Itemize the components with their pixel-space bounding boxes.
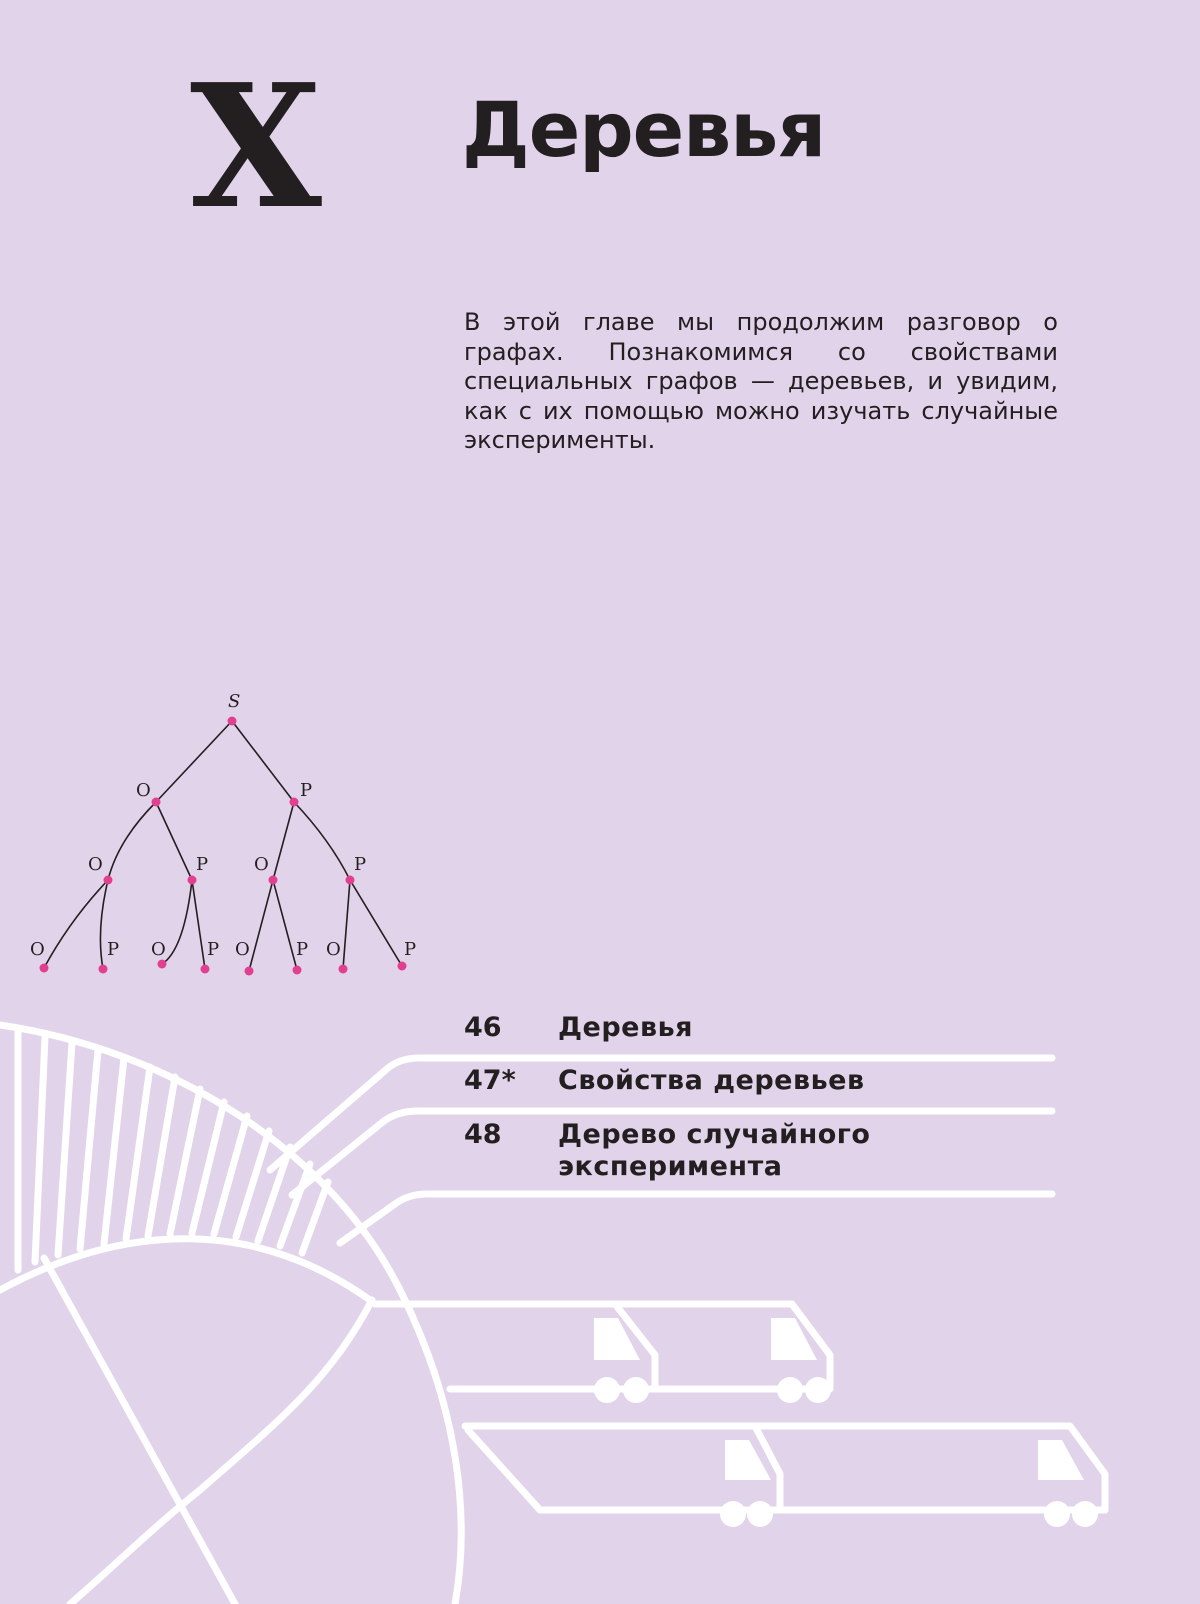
toc-title: Дерево случайного эксперимента: [558, 1119, 871, 1182]
tree-label: О: [88, 854, 103, 875]
tree-label: О: [326, 939, 341, 960]
tree-label: Р: [404, 939, 417, 960]
tree-label-root: S: [228, 691, 241, 712]
chapter-numeral: X: [190, 47, 322, 247]
tree-label: О: [30, 939, 45, 960]
toc-title: Деревья: [558, 1012, 693, 1043]
toc-title: Свойства деревьев: [558, 1065, 865, 1096]
tree-label: О: [235, 939, 250, 960]
tree-label: Р: [196, 854, 209, 875]
tree-label: О: [254, 854, 269, 875]
tree-label: О: [136, 780, 151, 801]
toc-number: 47*: [464, 1065, 516, 1096]
toc-number: 46: [464, 1012, 502, 1043]
toc-item-46[interactable]: [464, 1012, 918, 1044]
tree-label: Р: [296, 939, 309, 960]
tree-label: Р: [300, 780, 313, 801]
chapter-intro: В этой главе мы продолжим разговор о графах. Познакомимся со свойствами специальных графов — деревьев, и увидим, как с их помощью можно изучать случайные эксперименты.: [464, 308, 1058, 454]
tree-label: О: [151, 939, 166, 960]
tree-label: Р: [207, 939, 220, 960]
toc-item-47[interactable]: [464, 1065, 918, 1097]
toc-number: 48: [464, 1119, 502, 1150]
tree-label: Р: [354, 854, 367, 875]
toc-item-48[interactable]: [464, 1119, 918, 1183]
tree-label: Р: [107, 939, 120, 960]
chapter-title: Деревья: [462, 85, 826, 174]
